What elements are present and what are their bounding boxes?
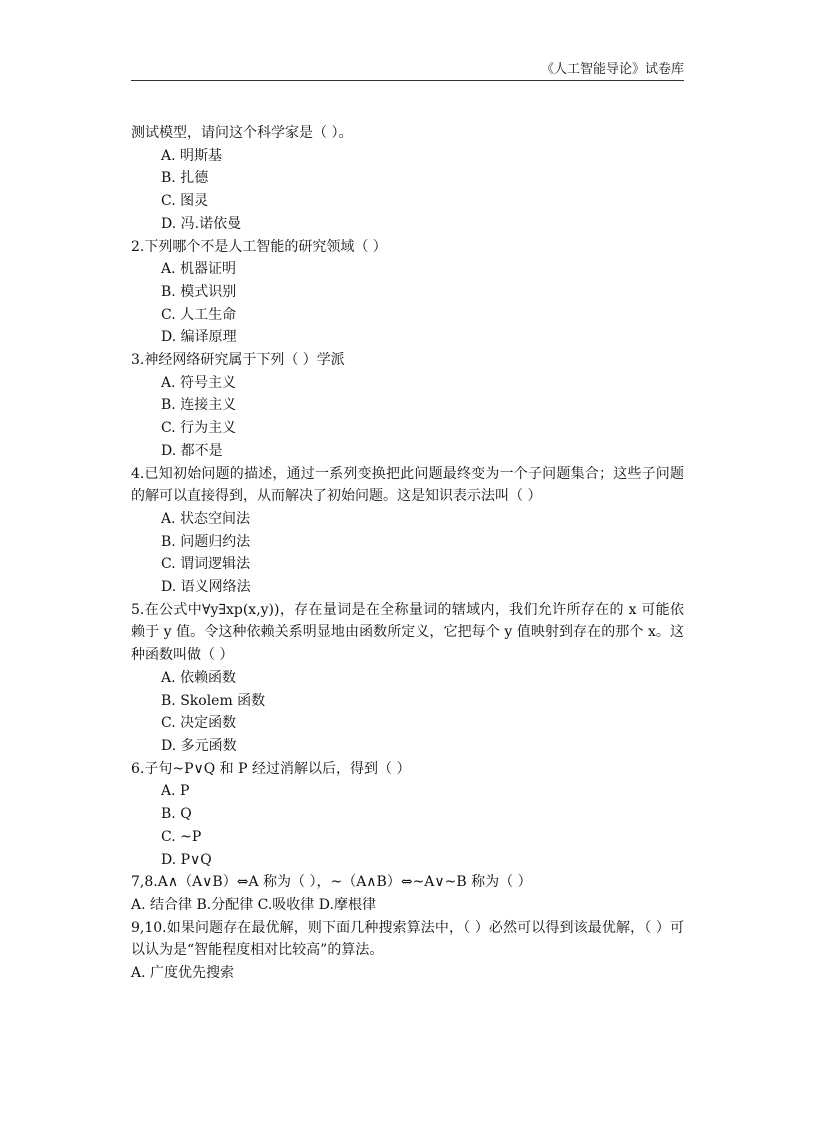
page-header	[131, 62, 684, 81]
q3-option-d: D. 都不是	[161, 442, 223, 459]
q4-option-d: D. 语义网络法	[161, 579, 251, 596]
q2-option-b: B. 模式识别	[161, 283, 237, 300]
q4-option-c: C. 谓词逻辑法	[161, 556, 251, 573]
q6-option-b: B. Q	[161, 806, 192, 823]
q2-option-a: A. 机器证明	[161, 261, 237, 278]
question-1-continuation: 测试模型，请问这个科学家是（ ）。	[131, 125, 353, 141]
question-7-8-text: 7,8.A∧（A∨B）⇔A 称为（ ），~（A∧B）⇔~A∨~B 称为（ ）	[131, 874, 532, 891]
exam-content	[131, 122, 684, 985]
q2-option-d: D. 编译原理	[161, 329, 237, 346]
question-4-text: 4.已知初始问题的描述，通过一系列变换把此问题最终变为一个子问题集合；这些子问题的解可以直接得到，从而解决了初始问题。这是知识表示法叫（ ）	[131, 465, 684, 505]
q6-option-d: D. P∨Q	[161, 851, 212, 868]
q1-option-b: B. 扎德	[161, 170, 209, 187]
q5-option-d: D. 多元函数	[161, 737, 237, 754]
q3-option-b: B. 连接主义	[161, 397, 237, 414]
q6-option-a: A. P	[161, 783, 190, 800]
question-3-text: 3.神经网络研究属于下列（ ）学派	[131, 352, 345, 369]
q1-option-c: C. 图灵	[161, 193, 209, 210]
q5-option-c: C. 决定函数	[161, 715, 237, 732]
question-2-text: 2.下列哪个不是人工智能的研究领域（ ）	[131, 238, 387, 255]
q7-8-options: A. 结合律 B.分配律 C.吸收律 D.摩根律	[131, 896, 376, 913]
q5-option-a: A. 依赖函数	[161, 669, 237, 686]
question-5-text: 5.在公式中∀y∃xp(x,y))，存在量词是在全称量词的辖域内，我们允许所存在的 x 可能依赖于 y 值。令这种依赖关系明显地由函数所定义，它把每个 y 值映射到存在的那个 x。这种函数叫做（ ）	[131, 601, 684, 664]
q5-option-b: B. Skolem 函数	[161, 692, 266, 709]
q1-option-a: A. 明斯基	[161, 147, 223, 164]
question-9-10-text: 9,10.如果问题存在最优解，则下面几种搜索算法中，（ ）必然可以得到该最优解，（ ）可以认为是“智能程度相对比较高”的算法。	[131, 919, 684, 959]
q4-option-a: A. 状态空间法	[161, 510, 251, 527]
q9-10-option-a: A. 广度优先搜索	[131, 965, 235, 982]
q3-option-a: A. 符号主义	[161, 374, 237, 391]
q1-option-d: D. 冯.诺依曼	[161, 215, 242, 232]
header-title: 《人工智能导论》试卷库	[540, 62, 684, 77]
q6-option-c: C. ~P	[161, 828, 202, 845]
question-6-text: 6.子句~P∨Q 和 P 经过消解以后，得到（ ）	[131, 760, 411, 777]
q4-option-b: B. 问题归约法	[161, 533, 251, 550]
q3-option-c: C. 行为主义	[161, 420, 237, 437]
q2-option-c: C. 人工生命	[161, 306, 237, 323]
